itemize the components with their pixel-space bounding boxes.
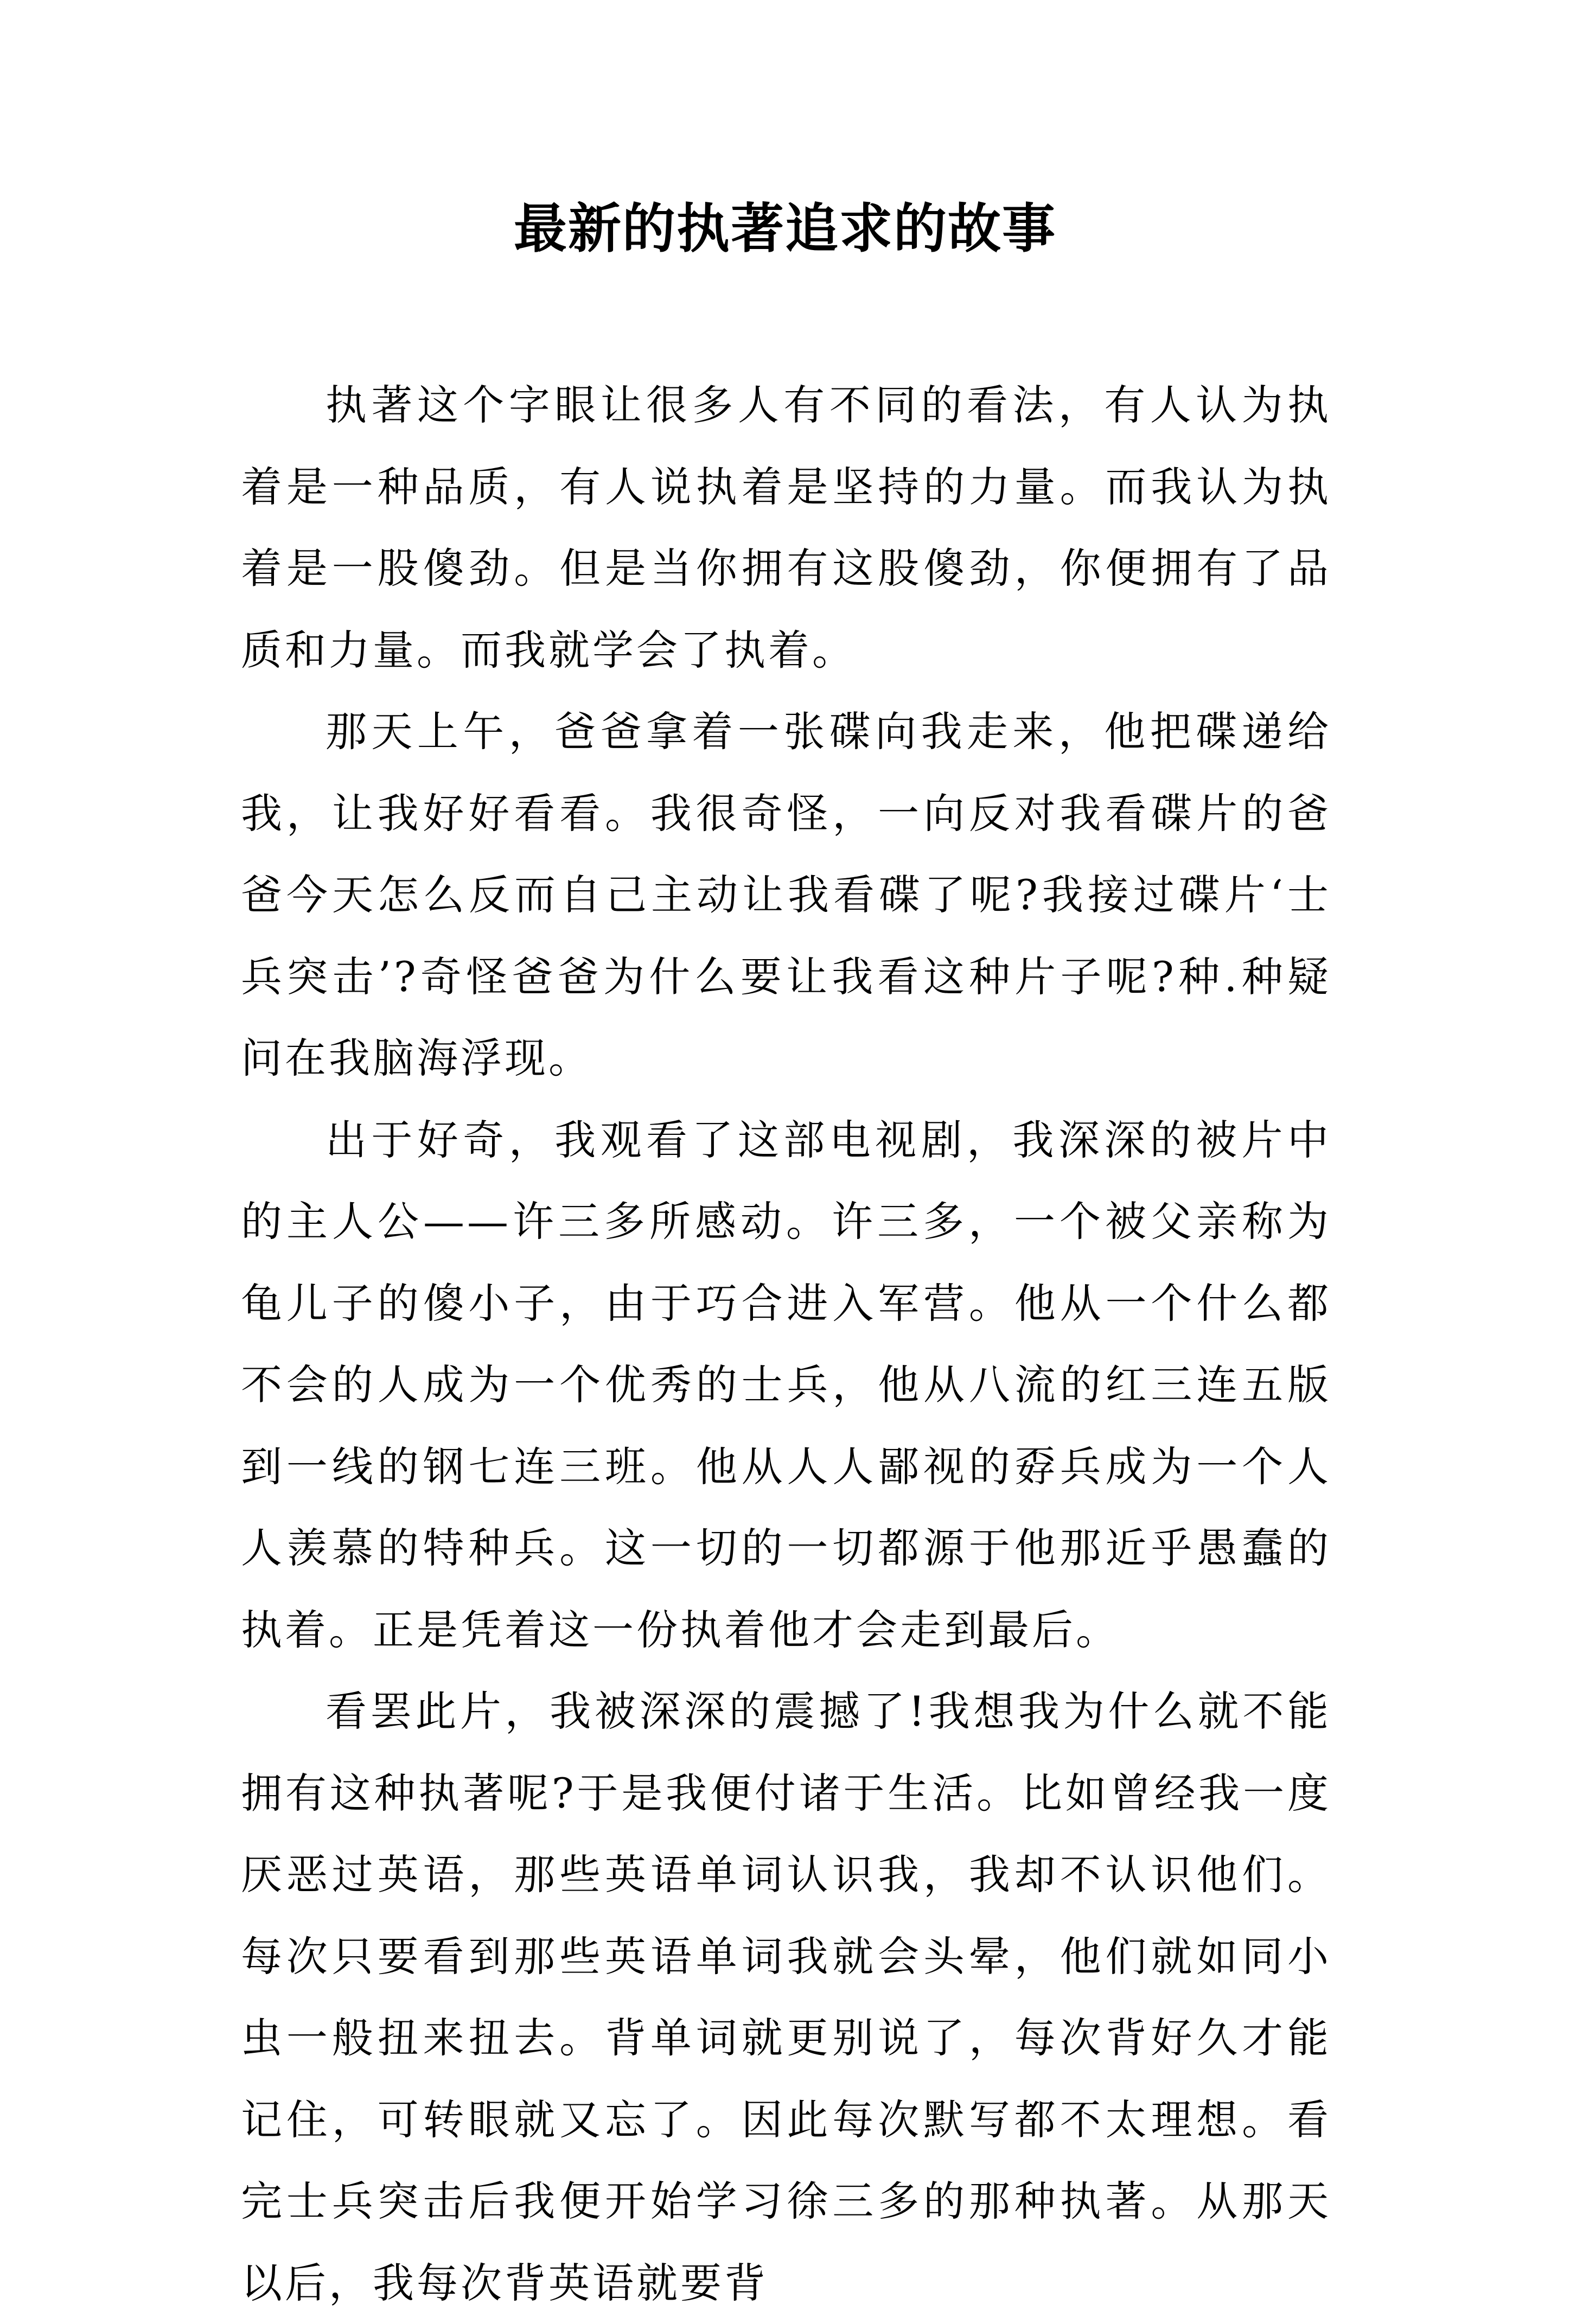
paragraph-4: 看罢此片，我被深深的震撼了!我想我为什么就不能拥有这种执著呢?于是我便付诸于生活。比如曾经我一度厌恶过英语，那些英语单词认识我，我却不认识他们。每次只要看到那些英语单词我就会头晕，他们就如同小虫一般扭来扭去。背单词就更别说了，每次背好久才能记住，可转眼就又忘了。因此每次默写都不太理想。看完士兵突击后我便开始学习徐三多的那种执著。从那天以后，我每次背英语就要背 [241,1687,1331,2307]
paragraph-3: 出于好奇，我观看了这部电视剧，我深深的被片中的主人公——许三多所感动。许三多，一个被父亲称为龟儿子的傻小子，由于巧合进入军营。他从一个什么都不会的人成为一个优秀的士兵，他从八流的红三连五版到一线的钢七连三班。他从人人鄙视的孬兵成为一个人人羡慕的特种兵。这一切的一切都源于他那近乎愚蠢的执着。正是凭着这一份执着他才会走到最后。 [241,1115,1331,1654]
paragraph-1: 执著这个字眼让很多人有不同的看法，有人认为执着是一种品质，有人说执着是坚持的力量。而我认为执着是一股傻劲。但是当你拥有这股傻劲，你便拥有了品质和力量。而我就学会了执着。 [241,381,1331,674]
document-title: 最新的执著追求的故事 [513,197,1056,260]
paragraph-2: 那天上午，爸爸拿着一张碟向我走来，他把碟递给我，让我好好看看。我很奇怪，一向反对我看碟片的爸爸今天怎么反而自己主动让我看碟了呢?我接过碟片‘士兵突击’?奇怪爸爸为什么要让我看这种片子呢?种.种疑问在我脑海浮现。 [241,707,1331,1082]
document-body [241,365,1331,2324]
